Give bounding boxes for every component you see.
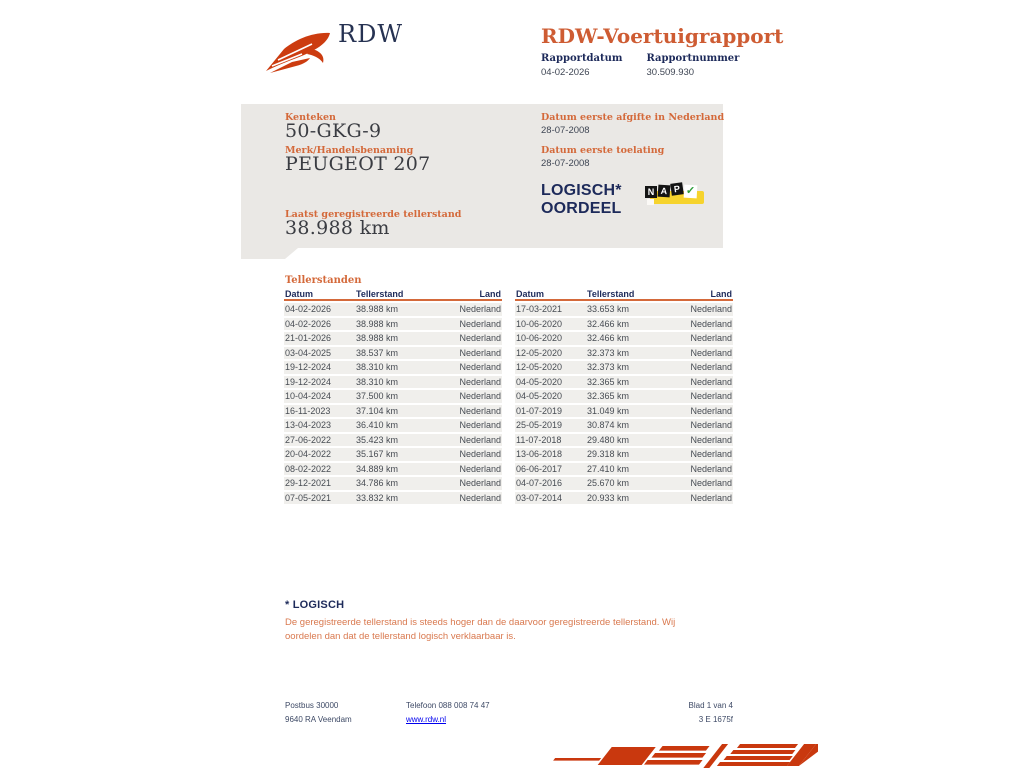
table-row <box>515 463 733 476</box>
report-number-label: Rapportnummer <box>646 53 740 64</box>
cell-tellerstand: 36.410 km <box>356 420 399 431</box>
cell-datum: 17-03-2021 <box>516 304 563 315</box>
nap-checkmark-icon: ✓ <box>685 184 696 198</box>
cell-land: Nederland <box>459 318 501 329</box>
afgifte-value: 28-07-2008 <box>541 125 590 136</box>
cell-datum: 12-05-2020 <box>516 362 563 373</box>
cell-tellerstand: 25.670 km <box>587 478 630 489</box>
cell-datum: 04-02-2026 <box>285 304 332 315</box>
table-row <box>284 434 502 447</box>
kenteken-label: Kenteken <box>285 112 336 123</box>
cell-land: Nederland <box>459 478 501 489</box>
table-row <box>515 448 733 461</box>
col-header-tellerstand: Tellerstand <box>356 289 404 299</box>
kenteken-value: 50-GKG-9 <box>285 120 382 142</box>
table-row <box>284 361 502 374</box>
cell-land: Nederland <box>690 347 732 358</box>
rdw-wing-icon <box>262 28 334 76</box>
cell-land: Nederland <box>690 492 732 503</box>
cell-land: Nederland <box>459 434 501 445</box>
vehicle-summary-box <box>241 104 723 248</box>
col-header-land: Land <box>479 289 501 299</box>
cell-land: Nederland <box>459 376 501 387</box>
cell-tellerstand: 35.423 km <box>356 434 399 445</box>
oordeel-line1: LOGISCH* <box>541 182 622 199</box>
cell-datum: 08-02-2022 <box>285 463 332 474</box>
cell-datum: 01-07-2019 <box>516 405 563 416</box>
cell-tellerstand: 32.373 km <box>587 347 630 358</box>
table-row <box>284 492 502 505</box>
table-row <box>284 332 502 345</box>
cell-datum: 10-06-2020 <box>516 333 563 344</box>
table-body-right <box>515 303 733 504</box>
table-row <box>515 376 733 389</box>
col-header-tellerstand: Tellerstand <box>587 289 635 299</box>
report-date-label: Rapportdatum <box>541 53 623 64</box>
cell-land: Nederland <box>459 304 501 315</box>
toelating-value: 28-07-2008 <box>541 158 590 169</box>
cell-land: Nederland <box>690 333 732 344</box>
table-row <box>515 492 733 505</box>
tellerstanden-tables <box>284 289 733 506</box>
table-row <box>284 463 502 476</box>
table-row <box>515 347 733 360</box>
table-row <box>515 318 733 331</box>
report-number-value: 30.509.930 <box>646 67 695 78</box>
footer-page-info <box>533 699 733 727</box>
cell-datum: 13-04-2023 <box>285 420 332 431</box>
footer-phone: Telefoon 088 008 74 47 <box>406 701 490 710</box>
report-meta <box>541 53 739 78</box>
table-row <box>515 405 733 418</box>
nap-logo <box>645 183 707 209</box>
cell-datum: 04-05-2020 <box>516 391 563 402</box>
cell-land: Nederland <box>690 391 732 402</box>
footer-contact <box>406 699 490 727</box>
page-title: RDW-Voertuigrapport <box>541 24 784 48</box>
table-body-left <box>284 303 502 504</box>
table-row <box>515 477 733 490</box>
cell-tellerstand: 37.104 km <box>356 405 399 416</box>
cell-tellerstand: 29.318 km <box>587 449 630 460</box>
table-row <box>284 347 502 360</box>
footer-postbus: Postbus 30000 <box>285 701 339 710</box>
cell-land: Nederland <box>459 347 501 358</box>
cell-datum: 12-05-2020 <box>516 347 563 358</box>
cell-tellerstand: 38.537 km <box>356 347 399 358</box>
table-row <box>284 303 502 316</box>
rdw-logo <box>262 22 402 78</box>
cell-land: Nederland <box>459 492 501 503</box>
table-row <box>284 405 502 418</box>
cell-datum: 16-11-2023 <box>285 405 331 416</box>
cell-land: Nederland <box>690 463 732 474</box>
table-row <box>515 361 733 374</box>
cell-land: Nederland <box>690 449 732 460</box>
laatste-tellerstand-value: 38.988 km <box>285 217 390 239</box>
cell-tellerstand: 32.466 km <box>587 318 630 329</box>
tellerstanden-table-left <box>284 289 502 506</box>
cell-datum: 13-06-2018 <box>516 449 563 460</box>
cell-tellerstand: 32.466 km <box>587 333 630 344</box>
cell-datum: 07-05-2021 <box>285 492 332 503</box>
col-header-datum: Datum <box>285 289 314 299</box>
cell-tellerstand: 30.874 km <box>587 420 630 431</box>
tellerstanden-heading: Tellerstanden <box>285 275 362 286</box>
cell-datum: 25-05-2019 <box>516 420 563 431</box>
footer-website-link[interactable]: www.rdw.nl <box>406 715 447 724</box>
cell-tellerstand: 34.786 km <box>356 478 399 489</box>
cell-datum: 11-07-2018 <box>516 434 562 445</box>
table-row <box>284 477 502 490</box>
cell-tellerstand: 38.988 km <box>356 333 399 344</box>
table-row <box>284 419 502 432</box>
cell-tellerstand: 20.933 km <box>587 492 630 503</box>
cell-datum: 29-12-2021 <box>285 478 332 489</box>
logisch-footnote-title: * LOGISCH <box>285 599 345 611</box>
table-row <box>515 390 733 403</box>
cell-tellerstand: 27.410 km <box>587 463 630 474</box>
cell-datum: 04-02-2026 <box>285 318 332 329</box>
logisch-oordeel <box>541 182 622 218</box>
table-row <box>515 419 733 432</box>
nap-letter-p: P <box>670 182 684 196</box>
table-row <box>284 376 502 389</box>
cell-land: Nederland <box>459 362 501 373</box>
cell-tellerstand: 38.310 km <box>356 376 399 387</box>
table-row <box>515 434 733 447</box>
merk-label: Merk/Handelsbenaming <box>285 145 414 156</box>
report-date-block <box>541 53 623 78</box>
cell-datum: 21-01-2026 <box>285 333 332 344</box>
cell-tellerstand: 32.365 km <box>587 376 630 387</box>
table-row <box>515 303 733 316</box>
cell-land: Nederland <box>459 449 501 460</box>
table-row <box>284 448 502 461</box>
cell-land: Nederland <box>690 420 732 431</box>
cell-land: Nederland <box>690 362 732 373</box>
nap-chip <box>647 199 654 205</box>
summary-box-tab <box>241 248 298 259</box>
table-header <box>515 289 733 301</box>
footer-form-code: 3 E 1675f <box>698 715 733 724</box>
cell-datum: 27-06-2022 <box>285 434 332 445</box>
nap-letter-n: N <box>645 186 657 198</box>
cell-datum: 04-07-2016 <box>516 478 563 489</box>
report-number-block <box>647 53 740 78</box>
rdw-logo-text: RDW <box>338 20 403 48</box>
cell-tellerstand: 33.653 km <box>587 304 630 315</box>
cell-tellerstand: 38.988 km <box>356 318 399 329</box>
footer-page-number: Blad 1 van 4 <box>688 701 733 710</box>
cell-tellerstand: 32.373 km <box>587 362 630 373</box>
cell-tellerstand: 32.365 km <box>587 391 630 402</box>
cell-land: Nederland <box>690 405 732 416</box>
cell-datum: 03-07-2014 <box>516 492 563 503</box>
afgifte-label: Datum eerste afgifte in Nederland <box>541 112 725 123</box>
cell-tellerstand: 31.049 km <box>587 405 630 416</box>
cell-datum: 10-04-2024 <box>285 391 332 402</box>
cell-land: Nederland <box>459 420 501 431</box>
cell-datum: 10-06-2020 <box>516 318 563 329</box>
cell-land: Nederland <box>459 391 501 402</box>
col-header-land: Land <box>710 289 732 299</box>
laatste-tellerstand-label: Laatst geregistreerde tellerstand <box>285 209 462 220</box>
cell-land: Nederland <box>459 333 501 344</box>
cell-datum: 04-05-2020 <box>516 376 563 387</box>
cell-land: Nederland <box>690 478 732 489</box>
cell-tellerstand: 33.832 km <box>356 492 399 503</box>
rdw-swoosh-graphic <box>518 739 818 771</box>
logisch-footnote-text: De geregistreerde tellerstand is steeds hoger dan de daarvoor geregistreerde tellerstand. Wij oordelen dan dat de tellerstand logisch verklaarbaar is. <box>285 617 676 642</box>
cell-land: Nederland <box>690 434 732 445</box>
oordeel-line2: OORDEEL <box>541 200 622 217</box>
cell-land: Nederland <box>459 405 501 416</box>
cell-datum: 03-04-2025 <box>285 347 332 358</box>
footer-address <box>285 699 352 727</box>
nap-letter-a: A <box>658 185 671 198</box>
merk-value: PEUGEOT 207 <box>285 153 431 175</box>
cell-land: Nederland <box>690 376 732 387</box>
tellerstanden-table-right <box>515 289 733 506</box>
cell-tellerstand: 37.500 km <box>356 391 399 402</box>
table-header <box>284 289 502 301</box>
cell-tellerstand: 35.167 km <box>356 449 399 460</box>
footer-city: 9640 RA Veendam <box>285 715 352 724</box>
cell-datum: 19-12-2024 <box>285 376 332 387</box>
table-row <box>284 390 502 403</box>
table-row <box>515 332 733 345</box>
cell-land: Nederland <box>459 463 501 474</box>
col-header-datum: Datum <box>516 289 545 299</box>
cell-datum: 20-04-2022 <box>285 449 332 460</box>
report-date-value: 04-02-2026 <box>541 67 590 78</box>
cell-tellerstand: 29.480 km <box>587 434 630 445</box>
cell-tellerstand: 34.889 km <box>356 463 399 474</box>
cell-land: Nederland <box>690 304 732 315</box>
cell-tellerstand: 38.988 km <box>356 304 399 315</box>
table-row <box>284 318 502 331</box>
toelating-label: Datum eerste toelating <box>541 145 665 156</box>
cell-datum: 06-06-2017 <box>516 463 563 474</box>
cell-tellerstand: 38.310 km <box>356 362 399 373</box>
cell-land: Nederland <box>690 318 732 329</box>
cell-datum: 19-12-2024 <box>285 362 332 373</box>
